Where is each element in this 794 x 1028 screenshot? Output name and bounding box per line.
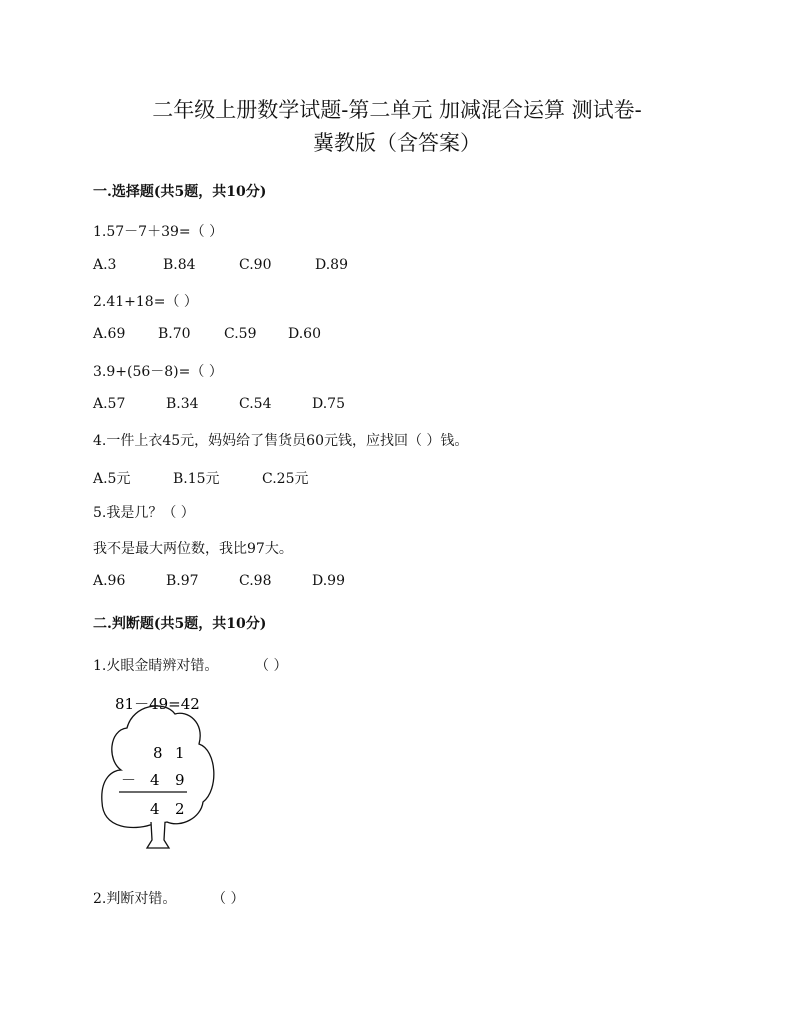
option-1c: C.90 [239,257,272,273]
option-2b: B.70 [158,326,191,342]
question-2: 2.41+18=（ ） [93,294,198,310]
question-3: 3.9+(56－8)=（ ） [93,364,223,380]
question-5: 5.我是几？（ ） [93,505,195,521]
option-1a: A.3 [93,257,117,273]
option-3a: A.57 [93,396,126,412]
option-1b: B.84 [163,257,196,273]
option-3d: D.75 [312,396,345,412]
option-1d: D.89 [315,257,348,273]
tree-subtraction-figure [95,690,225,855]
judgment-blank-2: （ ） [212,891,245,907]
question-4: 4.一件上衣45元，妈妈给了售货员60元钱，应找回（ ）钱。 [93,433,469,449]
option-4c: C.25元 [262,471,309,487]
judgment-question-2: 2.判断对错。 [93,891,177,907]
judgment-question-1: 1.火眼金睛辨对错。 [93,658,219,674]
page-title-line2: 冀教版（含答案） [313,131,481,155]
option-5d: D.99 [312,573,345,589]
question-1: 1.57－7＋39=（ ） [93,224,224,240]
figure-result-ones: 2 [175,800,185,818]
figure-minus-sign: － [121,771,137,789]
option-5c: C.98 [239,573,272,589]
option-5b: B.97 [166,573,199,589]
figure-mid-tens: 4 [150,771,160,789]
page-title-line1: 二年级上册数学试题-第二单元 加减混合运算 测试卷- [152,98,642,122]
option-4a: A.5元 [93,471,131,487]
section-heading-choice: 一.选择题(共5题，共10分) [93,184,267,200]
option-2d: D.60 [288,326,321,342]
figure-result-tens: 4 [150,800,160,818]
figure-top-tens: 8 [153,744,163,762]
section-heading-judgment: 二.判断题(共5题，共10分) [93,616,267,632]
question-5-subtext: 我不是最大两位数，我比97大。 [93,541,293,557]
option-4b: B.15元 [173,471,220,487]
option-2a: A.69 [93,326,126,342]
option-2c: C.59 [224,326,257,342]
figure-top-ones: 1 [175,744,185,762]
figure-equation: 81－49=42 [115,695,200,713]
option-5a: A.96 [93,573,126,589]
judgment-blank-1: （ ） [255,658,288,674]
figure-mid-ones: 9 [175,771,185,789]
tree-trunk [147,822,169,848]
option-3b: B.34 [166,396,199,412]
option-3c: C.54 [239,396,272,412]
